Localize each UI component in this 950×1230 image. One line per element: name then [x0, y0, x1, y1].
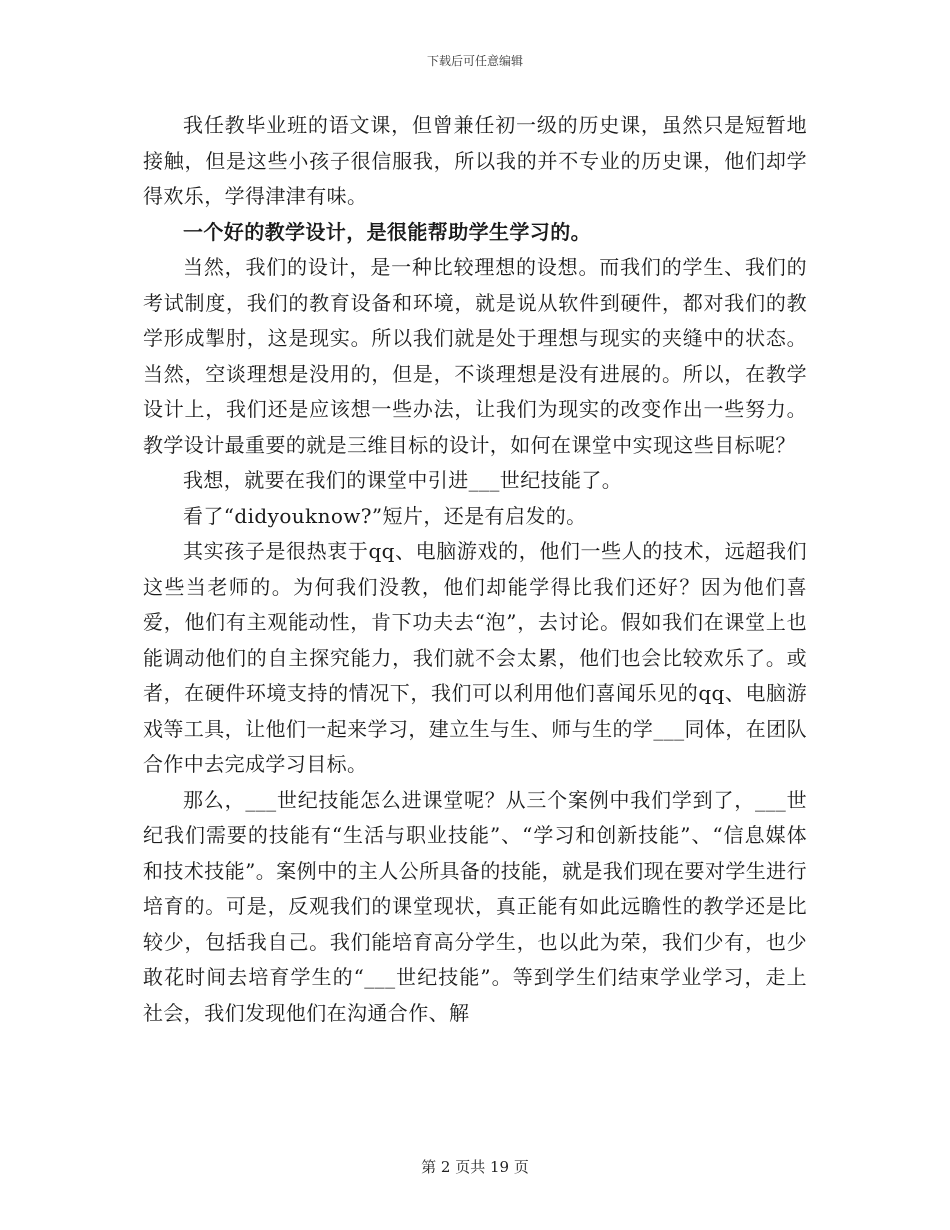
page-header: 下载后可任意编辑	[426, 54, 523, 68]
paragraph-7: 那么，___世纪技能怎么进课堂呢？从三个案例中我们学到了，___世纪我们需要的技能有“生活与职业技能”、“学习和创新技能”、“信息媒体和技术技能”。案例中的主人公所具备的技能，就是我们现在要对学生进行培育的。可是，反观我们的课堂现状，真正能有如此远瞻性的教学还是比较少，包括我自己。我们能培育高分学生，也以此为荣，我们少有，也少敢花时间去培育学生的“___世纪技能”。等到学生们结束学业学习，走上社会，我们发现他们在沟通合作、解	[143, 787, 807, 1025]
paragraph-5: 看了“didyouknow?”短片，还是有启发的。	[183, 503, 587, 528]
paragraph-3: 当然，我们的设计，是一种比较理想的设想。而我们的学生、我们的考试制度，我们的教育设备和环境，就是说从软件到硬件，都对我们的教学形成掣肘，这是现实。所以我们就是处于理想与现实的夹缝中的状态。当然，空谈理想是没用的，但是，不谈理想是没有进展的。所以，在教学设计上，我们还是应该想一些办法，让我们为现实的改变作出一些努力。教学设计最重要的就是三维目标的设计，如何在课堂中实现这些目标呢？	[143, 255, 807, 457]
paragraph-4: 我想，就要在我们的课堂中引进___世纪技能了。	[183, 468, 623, 492]
page-footer: 第 2 页共 19 页	[421, 1158, 529, 1176]
paragraph-1: 我任教毕业班的语文课，但曾兼任初一级的历史课，虽然只是短暂地接触，但是这些小孩子很信服我，所以我的并不专业的历史课，他们却学得欢乐，学得津津有味。	[143, 113, 807, 208]
paragraph-2-heading: 一个好的教学设计，是很能帮助学生学习的。	[183, 219, 591, 244]
document-body	[143, 108, 807, 1031]
paragraph-6: 其实孩子是很热衷于qq、电脑游戏的，他们一些人的技术，远超我们这些当老师的。为何我们没教，他们却能学得比我们还好？因为他们喜爱，他们有主观能动性，肯下功夫去“泡”，去讨论。假如我们在课堂上也能调动他们的自主探究能力，我们就不会太累，他们也会比较欢乐了。或者，在硬件环境支持的情况下，我们可以利用他们喜闻乐见的qq、电脑游戏等工具，让他们一起来学习，建立生与生、师与生的学___同体，在团队合作中去完成学习目标。	[143, 539, 807, 776]
